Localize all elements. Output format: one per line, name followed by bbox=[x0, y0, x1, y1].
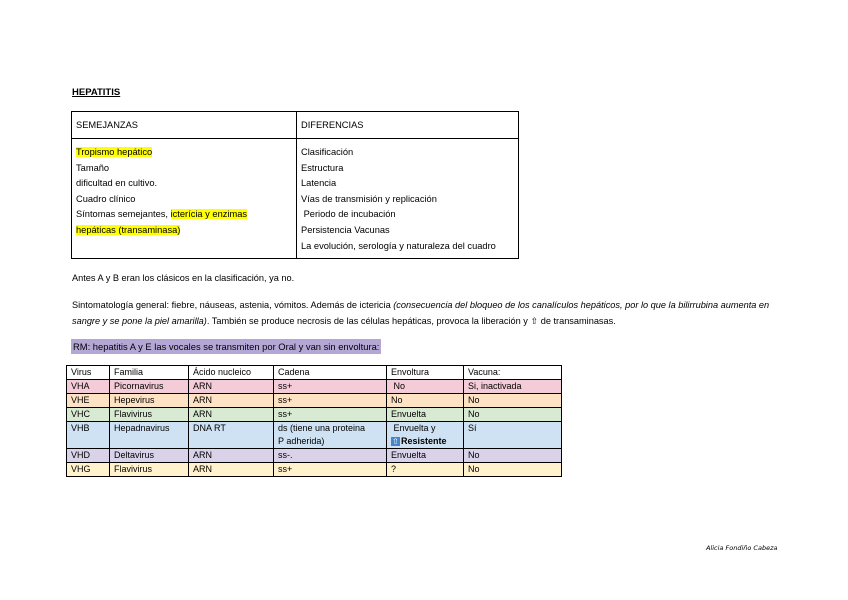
semejanza-item: Tamaño bbox=[76, 162, 110, 173]
diferencia-item: Persistencia Vacunas bbox=[301, 224, 390, 235]
diferencia-item: Vías de transmisión y replicación bbox=[301, 193, 437, 204]
table-row: VHG Flavivirus ARN ss+ ? No bbox=[67, 463, 562, 477]
semejanza-highlight: icterícia y enzimas bbox=[170, 209, 248, 220]
diferencia-item: La evolución, serología y naturaleza del cuadro bbox=[301, 240, 496, 251]
paragraph-classification: Antes A y B eran los clásicos en la clasificación, ya no. bbox=[72, 273, 295, 283]
semejanza-item: Tropismo hepático bbox=[76, 147, 153, 157]
virus-table bbox=[66, 365, 562, 477]
semejanza-item: dificultad en cultivo. bbox=[76, 178, 158, 189]
diferencias-cell bbox=[297, 139, 519, 259]
table-header-row: Virus Familia Ácido nucleico Cadena Envoltura Vacuna: bbox=[67, 366, 562, 380]
table-row: VHD Deltavirus ARN ss-. Envuelta No bbox=[67, 449, 562, 463]
header-semejanzas: SEMEJANZAS bbox=[72, 112, 297, 139]
table-row: VHA Picornavirus ARN ss+ No Si, inactivada bbox=[67, 380, 562, 394]
diferencia-item: Clasificación bbox=[301, 147, 354, 157]
semejanza-highlight: hepáticas (transaminasa) bbox=[76, 224, 181, 235]
mnemonic-note: RM: hepatitis A y E las vocales se transmiten por Oral y van sin envoltura: bbox=[73, 341, 380, 352]
semejanzas-cell bbox=[72, 139, 297, 259]
paragraph-symptoms: Sintomatología general: fiebre, náuseas, astenia, vómitos. Además de ictericia (consecuencia del bloqueo de los canalículos hepáticos, por lo que la bilirrubina aumenta en sangre y se pone la piel amarilla). También se produce necrosis de las células hepáticas, provoca la liberación y ⇧ de transaminasas. bbox=[72, 300, 770, 326]
semejanza-item: Síntomas semejantes, bbox=[76, 209, 171, 220]
table-row: VHB Hepadnavirus DNA RT ds (tiene una proteina P adherida) Envuelta y ⇧ Resistente Sí bbox=[67, 422, 562, 449]
header-diferencias: DIFERENCIAS bbox=[297, 112, 519, 139]
diferencia-item: Estructura bbox=[301, 162, 344, 173]
page-title: HEPATITIS bbox=[72, 87, 121, 98]
up-arrow-icon: ⇧ bbox=[392, 437, 399, 447]
semejanza-item: Cuadro clínico bbox=[76, 193, 136, 204]
diferencia-item: Latencia bbox=[301, 178, 337, 189]
diferencia-item: Periodo de incubación bbox=[301, 209, 396, 220]
comparison-table bbox=[71, 111, 519, 259]
up-arrow-icon: ⇧ bbox=[530, 316, 539, 326]
author-signature: Alicia Fondiño Cabeza bbox=[706, 544, 778, 552]
table-row: VHE Hepevirus ARN ss+ No No bbox=[67, 394, 562, 408]
table-row: VHC Flavivirus ARN ss+ Envuelta No bbox=[67, 408, 562, 422]
